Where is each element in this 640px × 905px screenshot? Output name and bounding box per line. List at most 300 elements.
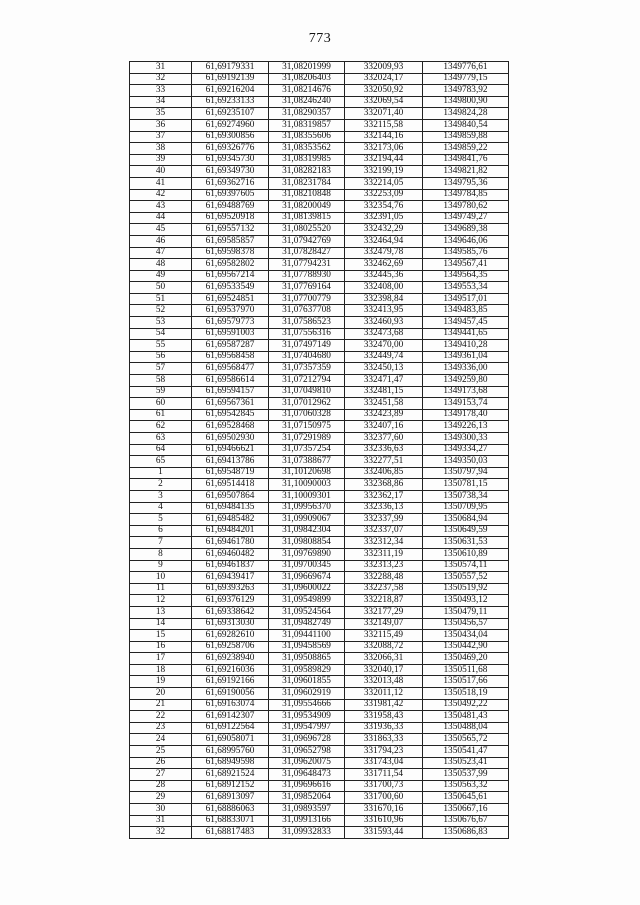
point-number-cell: 16	[130, 641, 192, 653]
longitude-cell: 31,08231784	[269, 177, 345, 189]
point-number-cell: 47	[130, 247, 192, 259]
latitude-cell: 61,69537970	[192, 305, 269, 317]
x-coordinate-cell: 332313,23	[345, 560, 423, 572]
point-number-cell: 1	[130, 467, 192, 479]
latitude-cell: 61,69058071	[192, 734, 269, 746]
table-row	[130, 630, 509, 642]
x-coordinate-cell: 332218,87	[345, 595, 423, 607]
y-coordinate-cell: 1349153,74	[423, 398, 509, 410]
point-number-cell: 53	[130, 317, 192, 329]
longitude-cell: 31,09524564	[269, 606, 345, 618]
point-number-cell: 46	[130, 235, 192, 247]
table-row	[130, 467, 509, 479]
longitude-cell: 31,09932833	[269, 827, 345, 839]
point-number-cell: 41	[130, 177, 192, 189]
latitude-cell: 61,69345730	[192, 154, 269, 166]
table-row	[130, 398, 509, 410]
longitude-cell: 31,09808854	[269, 537, 345, 549]
longitude-cell: 31,07828427	[269, 247, 345, 259]
longitude-cell: 31,07637708	[269, 305, 345, 317]
point-number-cell: 65	[130, 456, 192, 468]
latitude-cell: 61,69235107	[192, 108, 269, 120]
x-coordinate-cell: 331700,60	[345, 792, 423, 804]
y-coordinate-cell: 1349689,38	[423, 224, 509, 236]
latitude-cell: 61,69216204	[192, 85, 269, 97]
x-coordinate-cell: 332449,74	[345, 351, 423, 363]
table-row	[130, 386, 509, 398]
point-number-cell: 54	[130, 328, 192, 340]
x-coordinate-cell: 332460,93	[345, 317, 423, 329]
x-coordinate-cell: 332237,58	[345, 583, 423, 595]
table-row	[130, 606, 509, 618]
table-row	[130, 490, 509, 502]
point-number-cell: 31	[130, 62, 192, 74]
x-coordinate-cell: 332445,36	[345, 270, 423, 282]
latitude-cell: 61,68912152	[192, 780, 269, 792]
latitude-cell: 61,69568477	[192, 363, 269, 375]
table-row	[130, 722, 509, 734]
latitude-cell: 61,69567361	[192, 398, 269, 410]
point-number-cell: 49	[130, 270, 192, 282]
table-row	[130, 676, 509, 688]
y-coordinate-cell: 1349517,01	[423, 293, 509, 305]
latitude-cell: 61,69586614	[192, 375, 269, 387]
x-coordinate-cell: 332214,05	[345, 177, 423, 189]
x-coordinate-cell: 332336,63	[345, 444, 423, 456]
x-coordinate-cell: 332362,17	[345, 490, 423, 502]
longitude-cell: 31,08290357	[269, 108, 345, 120]
longitude-cell: 31,09600022	[269, 583, 345, 595]
x-coordinate-cell: 332391,05	[345, 212, 423, 224]
y-coordinate-cell: 1349783,92	[423, 85, 509, 97]
latitude-cell: 61,69528468	[192, 421, 269, 433]
longitude-cell: 31,07700779	[269, 293, 345, 305]
longitude-cell: 31,08206403	[269, 73, 345, 85]
latitude-cell: 61,69282610	[192, 630, 269, 642]
y-coordinate-cell: 1349334,27	[423, 444, 509, 456]
table-row	[130, 189, 509, 201]
longitude-cell: 31,07404680	[269, 351, 345, 363]
x-coordinate-cell: 331743,04	[345, 757, 423, 769]
y-coordinate-cell: 1350557,52	[423, 572, 509, 584]
table-row	[130, 375, 509, 387]
table-row	[130, 351, 509, 363]
point-number-cell: 18	[130, 664, 192, 676]
latitude-cell: 61,69313030	[192, 618, 269, 630]
point-number-cell: 7	[130, 537, 192, 549]
x-coordinate-cell: 332288,48	[345, 572, 423, 584]
coordinates-table	[129, 61, 509, 839]
x-coordinate-cell: 332311,19	[345, 548, 423, 560]
y-coordinate-cell: 1350519,92	[423, 583, 509, 595]
table-row	[130, 548, 509, 560]
table-row	[130, 537, 509, 549]
longitude-cell: 31,08210848	[269, 189, 345, 201]
longitude-cell: 31,08246240	[269, 96, 345, 108]
longitude-cell: 31,08355606	[269, 131, 345, 143]
point-number-cell: 37	[130, 131, 192, 143]
longitude-cell: 31,09913166	[269, 815, 345, 827]
longitude-cell: 31,09589829	[269, 664, 345, 676]
x-coordinate-cell: 332312,34	[345, 537, 423, 549]
longitude-cell: 31,07788930	[269, 270, 345, 282]
table-row	[130, 282, 509, 294]
point-number-cell: 23	[130, 722, 192, 734]
table-row	[130, 583, 509, 595]
latitude-cell: 61,69598378	[192, 247, 269, 259]
x-coordinate-cell: 332336,13	[345, 502, 423, 514]
latitude-cell: 61,69349730	[192, 166, 269, 178]
longitude-cell: 31,07357359	[269, 363, 345, 375]
latitude-cell: 61,69507864	[192, 490, 269, 502]
latitude-cell: 61,69238940	[192, 653, 269, 665]
latitude-cell: 61,69524851	[192, 293, 269, 305]
y-coordinate-cell: 1350738,34	[423, 490, 509, 502]
x-coordinate-cell: 332481,15	[345, 386, 423, 398]
longitude-cell: 31,09652798	[269, 746, 345, 758]
latitude-cell: 61,69557132	[192, 224, 269, 236]
latitude-cell: 61,69274960	[192, 119, 269, 131]
point-number-cell: 12	[130, 595, 192, 607]
y-coordinate-cell: 1349585,76	[423, 247, 509, 259]
table-row	[130, 85, 509, 97]
x-coordinate-cell: 331610,96	[345, 815, 423, 827]
table-row	[130, 224, 509, 236]
y-coordinate-cell: 1350686,83	[423, 827, 509, 839]
table-row	[130, 502, 509, 514]
point-number-cell: 39	[130, 154, 192, 166]
table-row	[130, 177, 509, 189]
point-number-cell: 14	[130, 618, 192, 630]
point-number-cell: 28	[130, 780, 192, 792]
latitude-cell: 61,69461780	[192, 537, 269, 549]
x-coordinate-cell: 331670,16	[345, 804, 423, 816]
point-number-cell: 22	[130, 711, 192, 723]
latitude-cell: 61,68921524	[192, 769, 269, 781]
x-coordinate-cell: 332277,51	[345, 456, 423, 468]
point-number-cell: 29	[130, 792, 192, 804]
x-coordinate-cell: 331863,33	[345, 734, 423, 746]
point-number-cell: 59	[130, 386, 192, 398]
y-coordinate-cell: 1349841,76	[423, 154, 509, 166]
point-number-cell: 62	[130, 421, 192, 433]
x-coordinate-cell: 332177,29	[345, 606, 423, 618]
longitude-cell: 31,09549899	[269, 595, 345, 607]
point-number-cell: 63	[130, 433, 192, 445]
latitude-cell: 61,69484201	[192, 525, 269, 537]
y-coordinate-cell: 1349567,41	[423, 259, 509, 271]
latitude-cell: 61,69258706	[192, 641, 269, 653]
y-coordinate-cell: 1350676,67	[423, 815, 509, 827]
y-coordinate-cell: 1349859,88	[423, 131, 509, 143]
point-number-cell: 6	[130, 525, 192, 537]
longitude-cell: 31,09669674	[269, 572, 345, 584]
y-coordinate-cell: 1350645,61	[423, 792, 509, 804]
table-row	[130, 734, 509, 746]
table-row	[130, 328, 509, 340]
point-number-cell: 56	[130, 351, 192, 363]
y-coordinate-cell: 1349441,65	[423, 328, 509, 340]
latitude-cell: 61,69488769	[192, 201, 269, 213]
latitude-cell: 61,69338642	[192, 606, 269, 618]
y-coordinate-cell: 1350456,57	[423, 618, 509, 630]
point-number-cell: 51	[130, 293, 192, 305]
y-coordinate-cell: 1350481,43	[423, 711, 509, 723]
longitude-cell: 31,07060328	[269, 409, 345, 421]
x-coordinate-cell: 332009,93	[345, 62, 423, 74]
table-row	[130, 131, 509, 143]
table-row	[130, 166, 509, 178]
x-coordinate-cell: 332432,29	[345, 224, 423, 236]
table-row	[130, 119, 509, 131]
y-coordinate-cell: 1350684,94	[423, 514, 509, 526]
longitude-cell: 31,09601855	[269, 676, 345, 688]
latitude-cell: 61,69461837	[192, 560, 269, 572]
latitude-cell: 61,69300856	[192, 131, 269, 143]
x-coordinate-cell: 331700,73	[345, 780, 423, 792]
table-row	[130, 688, 509, 700]
latitude-cell: 61,69216036	[192, 664, 269, 676]
latitude-cell: 61,69568458	[192, 351, 269, 363]
y-coordinate-cell: 1350523,41	[423, 757, 509, 769]
longitude-cell: 31,08139815	[269, 212, 345, 224]
x-coordinate-cell: 331958,43	[345, 711, 423, 723]
longitude-cell: 31,07794231	[269, 259, 345, 271]
point-number-cell: 43	[130, 201, 192, 213]
table-row	[130, 154, 509, 166]
point-number-cell: 3	[130, 490, 192, 502]
y-coordinate-cell: 1350574,11	[423, 560, 509, 572]
longitude-cell: 31,10090003	[269, 479, 345, 491]
y-coordinate-cell: 1350541,47	[423, 746, 509, 758]
point-number-cell: 27	[130, 769, 192, 781]
latitude-cell: 61,69413786	[192, 456, 269, 468]
longitude-cell: 31,09508865	[269, 653, 345, 665]
point-number-cell: 45	[130, 224, 192, 236]
table-row	[130, 73, 509, 85]
point-number-cell: 30	[130, 804, 192, 816]
y-coordinate-cell: 1349840,54	[423, 119, 509, 131]
y-coordinate-cell: 1349646,06	[423, 235, 509, 247]
table-row	[130, 409, 509, 421]
x-coordinate-cell: 332199,19	[345, 166, 423, 178]
latitude-cell: 61,69142307	[192, 711, 269, 723]
latitude-cell: 61,69582802	[192, 259, 269, 271]
longitude-cell: 31,07942769	[269, 235, 345, 247]
x-coordinate-cell: 331936,33	[345, 722, 423, 734]
table-row	[130, 827, 509, 839]
table-row	[130, 456, 509, 468]
longitude-cell: 31,09909067	[269, 514, 345, 526]
x-coordinate-cell: 332423,89	[345, 409, 423, 421]
table-row	[130, 293, 509, 305]
longitude-cell: 31,08353562	[269, 143, 345, 155]
x-coordinate-cell: 332071,40	[345, 108, 423, 120]
y-coordinate-cell: 1350797,94	[423, 467, 509, 479]
longitude-cell: 31,10120698	[269, 467, 345, 479]
longitude-cell: 31,08214676	[269, 85, 345, 97]
x-coordinate-cell: 332462,69	[345, 259, 423, 271]
x-coordinate-cell: 332408,00	[345, 282, 423, 294]
latitude-cell: 61,69567214	[192, 270, 269, 282]
longitude-cell: 31,09852064	[269, 792, 345, 804]
latitude-cell: 61,69542845	[192, 409, 269, 421]
x-coordinate-cell: 331794,23	[345, 746, 423, 758]
table-row	[130, 618, 509, 630]
y-coordinate-cell: 1349259,80	[423, 375, 509, 387]
y-coordinate-cell: 1350565,72	[423, 734, 509, 746]
y-coordinate-cell: 1350492,22	[423, 699, 509, 711]
table-row	[130, 792, 509, 804]
y-coordinate-cell: 1349483,85	[423, 305, 509, 317]
latitude-cell: 61,69163074	[192, 699, 269, 711]
y-coordinate-cell: 1349361,04	[423, 351, 509, 363]
longitude-cell: 31,09547997	[269, 722, 345, 734]
x-coordinate-cell: 332479,78	[345, 247, 423, 259]
y-coordinate-cell: 1350518,19	[423, 688, 509, 700]
y-coordinate-cell: 1349749,27	[423, 212, 509, 224]
table-row	[130, 572, 509, 584]
y-coordinate-cell: 1349859,22	[423, 143, 509, 155]
table-row	[130, 711, 509, 723]
y-coordinate-cell: 1349800,90	[423, 96, 509, 108]
table-row	[130, 641, 509, 653]
x-coordinate-cell: 332144,16	[345, 131, 423, 143]
point-number-cell: 13	[130, 606, 192, 618]
y-coordinate-cell: 1349336,00	[423, 363, 509, 375]
table-row	[130, 259, 509, 271]
y-coordinate-cell: 1349178,40	[423, 409, 509, 421]
latitude-cell: 61,69393263	[192, 583, 269, 595]
x-coordinate-cell: 332115,49	[345, 630, 423, 642]
y-coordinate-cell: 1349824,28	[423, 108, 509, 120]
point-number-cell: 2	[130, 479, 192, 491]
longitude-cell: 31,07150975	[269, 421, 345, 433]
x-coordinate-cell: 332406,85	[345, 467, 423, 479]
y-coordinate-cell: 1349780,62	[423, 201, 509, 213]
longitude-cell: 31,09602919	[269, 688, 345, 700]
table-row	[130, 746, 509, 758]
longitude-cell: 31,09769890	[269, 548, 345, 560]
latitude-cell: 61,69548719	[192, 467, 269, 479]
table-row	[130, 479, 509, 491]
point-number-cell: 64	[130, 444, 192, 456]
y-coordinate-cell: 1349410,28	[423, 340, 509, 352]
table-row	[130, 769, 509, 781]
longitude-cell: 31,09648473	[269, 769, 345, 781]
x-coordinate-cell: 332194,44	[345, 154, 423, 166]
y-coordinate-cell: 1350511,68	[423, 664, 509, 676]
table-row	[130, 433, 509, 445]
y-coordinate-cell: 1350610,89	[423, 548, 509, 560]
point-number-cell: 32	[130, 827, 192, 839]
y-coordinate-cell: 1349784,85	[423, 189, 509, 201]
point-number-cell: 60	[130, 398, 192, 410]
y-coordinate-cell: 1350563,32	[423, 780, 509, 792]
point-number-cell: 21	[130, 699, 192, 711]
longitude-cell: 31,09534909	[269, 711, 345, 723]
table-row	[130, 247, 509, 259]
table-row	[130, 62, 509, 74]
latitude-cell: 61,69122564	[192, 722, 269, 734]
longitude-cell: 31,08025520	[269, 224, 345, 236]
y-coordinate-cell: 1349564,35	[423, 270, 509, 282]
latitude-cell: 61,69533549	[192, 282, 269, 294]
y-coordinate-cell: 1349779,15	[423, 73, 509, 85]
y-coordinate-cell: 1349553,34	[423, 282, 509, 294]
table-row	[130, 780, 509, 792]
y-coordinate-cell: 1349795,36	[423, 177, 509, 189]
longitude-cell: 31,09620075	[269, 757, 345, 769]
page-number: 773	[308, 31, 332, 46]
table-row	[130, 270, 509, 282]
point-number-cell: 48	[130, 259, 192, 271]
latitude-cell: 61,69326776	[192, 143, 269, 155]
point-number-cell: 26	[130, 757, 192, 769]
table-row	[130, 444, 509, 456]
longitude-cell: 31,07357254	[269, 444, 345, 456]
point-number-cell: 58	[130, 375, 192, 387]
latitude-cell: 61,69460482	[192, 548, 269, 560]
y-coordinate-cell: 1349300,33	[423, 433, 509, 445]
longitude-cell: 31,07769164	[269, 282, 345, 294]
longitude-cell: 31,09482749	[269, 618, 345, 630]
point-number-cell: 32	[130, 73, 192, 85]
longitude-cell: 31,08319985	[269, 154, 345, 166]
latitude-cell: 61,69233133	[192, 96, 269, 108]
table-row	[130, 514, 509, 526]
latitude-cell: 61,69484135	[192, 502, 269, 514]
x-coordinate-cell: 331981,42	[345, 699, 423, 711]
x-coordinate-cell: 332337,07	[345, 525, 423, 537]
latitude-cell: 61,68995760	[192, 746, 269, 758]
x-coordinate-cell: 331593,44	[345, 827, 423, 839]
point-number-cell: 31	[130, 815, 192, 827]
table-row	[130, 96, 509, 108]
longitude-cell: 31,07556316	[269, 328, 345, 340]
y-coordinate-cell: 1349776,61	[423, 62, 509, 74]
latitude-cell: 61,69591003	[192, 328, 269, 340]
table-row	[130, 305, 509, 317]
table-row	[130, 804, 509, 816]
latitude-cell: 61,69190056	[192, 688, 269, 700]
point-number-cell: 8	[130, 548, 192, 560]
latitude-cell: 61,69466621	[192, 444, 269, 456]
longitude-cell: 31,09696728	[269, 734, 345, 746]
y-coordinate-cell: 1350781,15	[423, 479, 509, 491]
point-number-cell: 55	[130, 340, 192, 352]
x-coordinate-cell: 332368,86	[345, 479, 423, 491]
x-coordinate-cell: 332115,58	[345, 119, 423, 131]
y-coordinate-cell: 1349350,03	[423, 456, 509, 468]
table-row	[130, 757, 509, 769]
y-coordinate-cell: 1350517,66	[423, 676, 509, 688]
table-row	[130, 525, 509, 537]
latitude-cell: 61,69485482	[192, 514, 269, 526]
table-row	[130, 815, 509, 827]
point-number-cell: 61	[130, 409, 192, 421]
latitude-cell: 61,69192166	[192, 676, 269, 688]
point-number-cell: 24	[130, 734, 192, 746]
x-coordinate-cell: 332451,58	[345, 398, 423, 410]
y-coordinate-cell: 1350709,95	[423, 502, 509, 514]
table-row	[130, 201, 509, 213]
x-coordinate-cell: 332450,13	[345, 363, 423, 375]
x-coordinate-cell: 332050,92	[345, 85, 423, 97]
point-number-cell: 36	[130, 119, 192, 131]
longitude-cell: 31,09554666	[269, 699, 345, 711]
latitude-cell: 61,68833071	[192, 815, 269, 827]
